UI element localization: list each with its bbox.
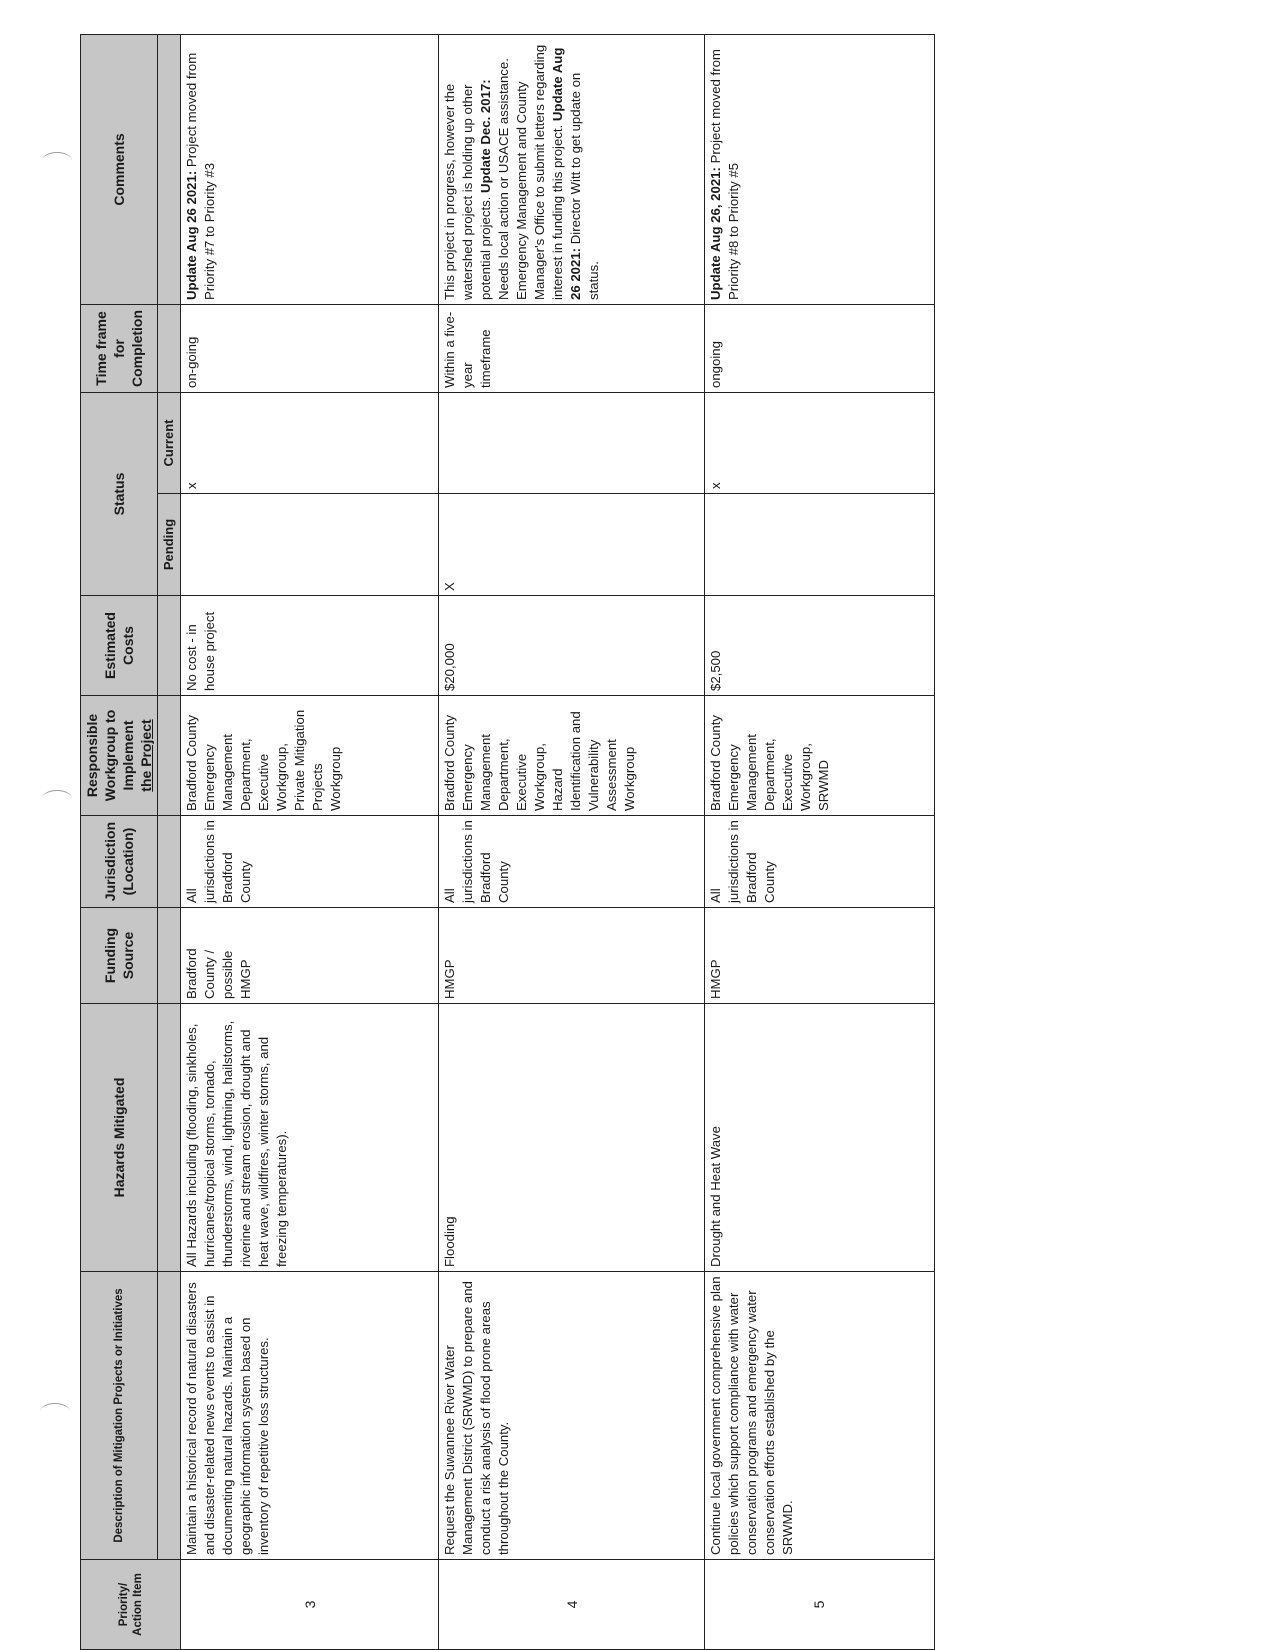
header-responsible-line2: the Project [138,719,154,792]
cell-comments [439,34,704,304]
cell-funding: HMGP [704,908,934,1004]
mitigation-projects-table [80,34,935,1650]
cell-hazards: All Hazards including (flooding, sinkholes, hurricanes/tropical storms, tornado, thunderstorms, wind, lightning, hailstorms, riverine and stream erosion, drought and heat wave, wildfires, winter storms, and freezing temperatures). [181,1004,439,1272]
cell-jurisdiction: All jurisdictions in Bradford County [704,816,934,908]
comment-text-1: This project in progress, however the watershed project is holding up other potential projects. [442,83,494,300]
sub-cell-responsible [158,696,181,816]
cell-description: Maintain a historical record of natural disasters and disaster-related news events to assist in documenting natural hazards. Maintain a geographic information system based on inventory of repetitive loss structures. [181,1272,439,1560]
cell-pending [181,494,439,596]
header-responsible-line1: Responsible Workgroup to Implement [84,709,136,802]
sub-cell-hazards [158,1004,181,1272]
cell-hazards: Drought and Heat Wave [704,1004,934,1272]
cell-funding: Bradford County / possible HMGP [181,908,439,1004]
comment-update-label-1: Update Dec. 2017: [478,79,494,193]
header-responsible [81,696,158,816]
comment-text: Project moved from Priority #7 to Priority #3 [184,52,217,300]
cell-comments [181,34,439,304]
cell-pending: X [439,494,704,596]
header-subrow [158,34,181,1649]
sub-cell-timeframe [158,304,181,392]
cell-responsible: Bradford County Emergency Management Department, Executive Workgroup, Hazard Identification and Vulnerability Assessment Workgroup [439,696,704,816]
header-description: Description of Mitigation Projects or Initiatives [81,1272,158,1560]
cell-current [439,392,704,493]
cell-pending [704,494,934,596]
cell-timeframe: ongoing [704,304,934,392]
header-jurisdiction: Jurisdiction (Location) [81,816,158,908]
cell-timeframe: on-going [181,304,439,392]
cell-current: x [181,392,439,493]
header-comments: Comments [81,34,158,304]
comment-text-3: Director Witt to get update on status. [568,72,602,300]
sub-cell-funding [158,908,181,1004]
binder-hole-middle [42,790,72,807]
cell-jurisdiction: All jurisdictions in Bradford County [439,816,704,908]
header-hazards: Hazards Mitigated [81,1004,158,1272]
sub-cell-description [158,1272,181,1560]
comment-update-label: Update Aug 26 2021: [184,170,199,300]
cell-description: Continue local government comprehensive plan policies which support compliance with water conservation programs and emergency water conservation efforts established by the SRWMD. [704,1272,934,1560]
header-status-pending: Pending [158,494,181,596]
header-priority: Priority/ Action Item [81,1560,181,1650]
header-status: Status [81,392,158,595]
cell-costs: No cost - in house project [181,596,439,696]
comment-text-2: Needs local action or USACE assistance. Emergency Management and County Manager's Office to submit letters regarding interest in funding this project. [496,44,566,300]
cell-priority: 4 [439,1560,704,1650]
header-costs: Estimated Costs [81,596,158,696]
header-funding: Funding Source [81,908,158,1004]
header-row [81,34,158,1649]
cell-priority: 5 [704,1560,934,1650]
cell-costs: $20,000 [439,596,704,696]
comment-update-label: Update Aug 26, 2021: [707,167,723,300]
rotated-table-wrapper [80,35,935,1650]
table-row [704,34,934,1649]
table-row [181,34,439,1649]
binder-hole-bottom [40,1403,70,1420]
table-row [439,34,704,1649]
cell-priority: 3 [181,1560,439,1650]
cell-responsible: Bradford County Emergency Management Department, Executive Workgroup, SRWMD [704,696,934,816]
sub-cell-comments [158,34,181,304]
cell-hazards: Flooding [439,1004,704,1272]
cell-funding: HMGP [439,908,704,1004]
cell-costs: $2,500 [704,596,934,696]
comment-update-label-2: Update Aug 26 2021: [550,47,584,300]
cell-responsible: Bradford County Emergency Management Department, Executive Workgroup, Private Mitigation Projects Workgroup [181,696,439,816]
cell-description: Request the Suwannee River Water Management District (SRWMD) to prepare and conduct a risk analysis of flood prone areas throughout the County. [439,1272,704,1560]
cell-comments [704,34,934,304]
header-status-current: Current [158,392,181,493]
header-timeframe: Time frame for Completion [81,304,158,392]
sub-cell-jurisdiction [158,816,181,908]
binder-hole-top [42,152,72,169]
cell-jurisdiction: All jurisdictions in Bradford County [181,816,439,908]
comment-text: Project moved from Priority #8 to Priority #5 [707,49,741,300]
cell-timeframe: Within a five-year timeframe [439,304,704,392]
sub-cell-costs [158,596,181,696]
cell-current: x [704,392,934,493]
